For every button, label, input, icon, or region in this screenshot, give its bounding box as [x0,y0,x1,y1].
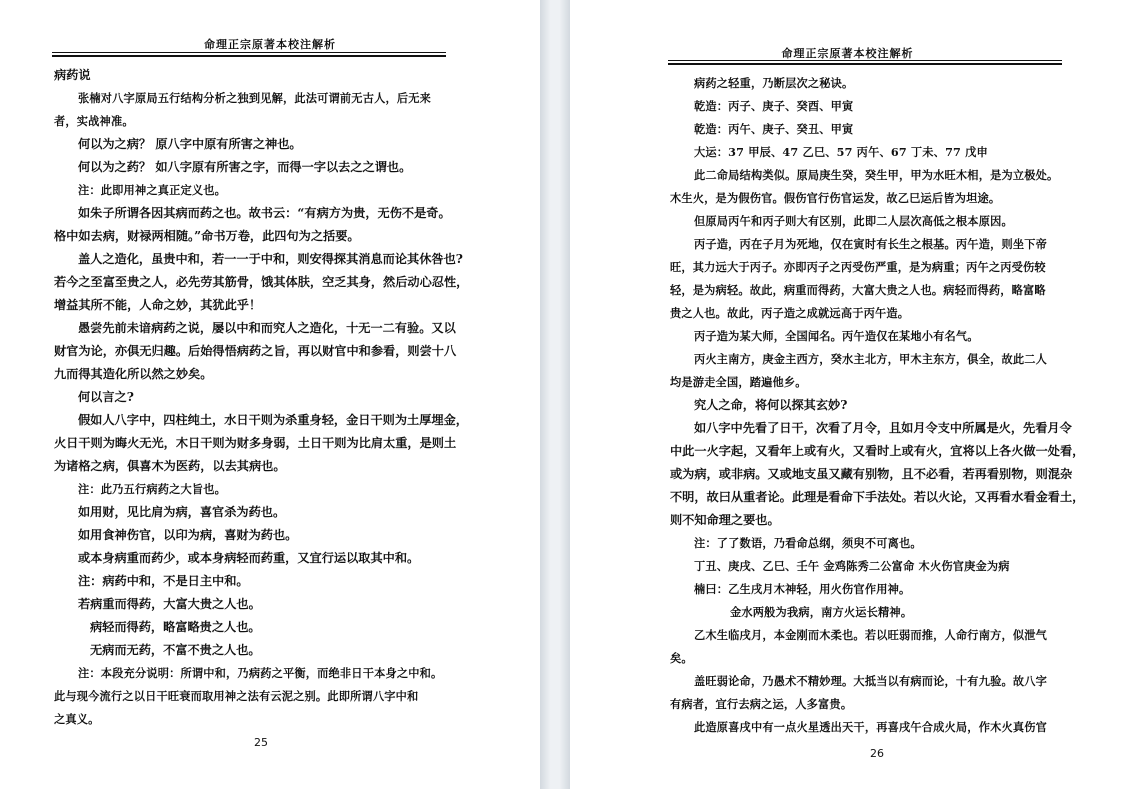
header-rule-thick [668,63,1062,65]
text-line: 病药之轻重，乃断层次之秘诀。 [694,76,854,90]
text-line: 何以为之药？ 如八字原有所害之字，而得一字以去之之谓也。 [78,160,412,174]
text-line: 乾造：丙子、庚子、癸酉、甲寅 [694,99,854,113]
text-line: 张楠对八字原局五行结构分析之独到见解，此法可谓前无古人，后无来 [78,91,432,105]
text-line: 楠曰：乙生戌月木神轻，用火伤官作用神。 [694,582,911,596]
text-line: 丁丑、庚戌、乙巳、壬午 金鸡陈秀二公富命 木火伤官庚金为病 [694,559,1010,573]
left-page-text [54,64,468,731]
text-line: 者，实战神准。 [54,114,134,128]
text-line: 增益其所不能，人命之妙，其犹此乎！ [54,298,262,312]
text-line: 乙木生临戌月，本金刚而木柔也。若以旺弱而推，人命行南方，似泄气 [694,628,1048,642]
page-number: 26 [870,747,884,760]
text-line: 则不知命理之要也。 [670,513,780,527]
text-line: 病轻而得药，略富略贵之人也。 [90,620,261,634]
text-line: 何以为之病？ 原八字中原有所害之神也。 [78,137,302,151]
text-line: 九而得其造化所以然之妙矣。 [54,367,213,381]
text-line: 若今之至富至贵之人，必先劳其筋骨，饿其体肤，空乏其身，然后动心忍性， [54,275,469,289]
text-line: 为诸格之病，俱喜木为医药，以去其病也。 [54,459,286,473]
text-line: 注：此即用神之真正定义也。 [78,183,227,197]
right-page [570,0,1125,789]
text-line: 愚尝先前未谙病药之说，屡以中和而究人之造化，十无一二有验。又以 [78,321,456,335]
text-line: 究人之命，将何以探其玄妙? [694,398,848,412]
text-line: 病药说 [54,68,91,82]
text-line: 如朱子所谓各因其病而药之也。故书云：“有病方为贵，无伤不是奇。 [78,206,451,220]
text-line: 丙火主南方，庚金主西方，癸水主北方，甲木主东方，俱全，故此二人 [694,352,1048,366]
text-line: 大运：37 甲辰、47 乙巳、57 丙午、67 丁未、77 戊申 [694,145,988,159]
page-header: 命理正宗原著本校注解析 [781,47,914,60]
text-line: 此二命局结构类似。原局庚生癸，癸生甲，甲为水旺木相，是为立极处。 [694,168,1059,182]
text-line: 盖旺弱论命，乃愚术不精妙理。大抵当以有病而论，十有九验。故八字 [694,674,1048,688]
text-line: 如八字中先看了日干，次看了月令，且如月令支中所属是火，先看月令 [694,421,1072,435]
text-line: 木生火，是为假伤官。假伤官行伤官运发，故乙巳运后皆为坦途。 [670,191,1001,205]
header-rule-thin [52,52,446,53]
text-line: 何以言之? [78,390,134,404]
header-rule-thin [668,60,1062,61]
text-line: 均是游走全国，踏遍他乡。 [670,375,807,389]
text-line: 金水两般为我病，南方火运长精神。 [730,605,913,619]
text-line: 之真义。 [54,712,100,726]
text-line: 格中如去病，财禄两相随。”命书万卷，此四句为之括要。 [54,229,360,243]
text-line: 如用财，见比肩为病，喜官杀为药也。 [78,505,286,519]
text-line: 无病而无药，不富不贵之人也。 [90,643,261,657]
page-gutter [540,0,570,789]
left-page [0,0,540,789]
page-header: 命理正宗原著本校注解析 [204,38,336,51]
text-line: 矣。 [670,651,693,665]
text-line: 不明，故曰从重者论。此理是看命下手法处。若以火论，又再看水看金看土， [670,490,1085,504]
text-line: 但原局丙午和丙子则大有区别，此即二人层次高低之根本原因。 [694,214,1013,228]
text-line: 或本身病重而药少，或本身病轻而药重，又宜行运以取其中和。 [78,551,420,565]
text-line: 中此一火字起，又看年上或有火，又看时上或有火，宜将以上各火做一处看， [670,444,1085,458]
text-line: 如用食神伤官，以印为病，喜财为药也。 [78,528,298,542]
text-line: 若病重而得药，大富大贵之人也。 [78,597,261,611]
text-line: 有病者，宜行去病之运，人多富贵。 [670,697,853,711]
text-line: 轻，是为病轻。故此，病重而得药，大富大贵之人也。病轻而得药，略富略 [670,283,1046,297]
text-line: 旺，其力远大于丙子。亦即丙子之丙受伤严重，是为病重；丙午之丙受伤较 [670,260,1046,274]
text-line: 丙子造为某大师，全国闻名。丙午造仅在某地小有名气。 [694,329,979,343]
text-line: 假如人八字中，四柱纯土，水日干则为杀重身轻，金日干则为土厚埋金， [78,413,468,427]
text-line: 丙子造，丙在子月为死地，仅在寅时有长生之根基。丙午造，则坐下帝 [694,237,1048,251]
text-line: 盖人之造化，虽贵中和，若一一于中和，则安得探其消息而论其休咎也? [78,252,463,266]
text-line: 注：病药中和，不是日主中和。 [78,574,249,588]
text-line: 贵之人也。故此，丙子造之成就远高于丙午造。 [670,306,910,320]
text-line: 此与现今流行之以日干旺衰而取用神之法有云泥之别。此即所谓八字中和 [54,689,419,703]
page-number: 25 [254,736,268,749]
text-line: 或为病，或非病。又或地支虽又藏有别物，且不必看，若再看别物，则混杂 [670,467,1073,481]
text-line: 财官为论，亦俱无归趣。后始得悟病药之旨，再以财官中和参看，则尝十八 [54,344,457,358]
text-line: 乾造：丙午、庚子、癸丑、甲寅 [694,122,854,136]
text-line: 此造原喜戌中有一点火星透出天干，再喜戌午合成火局，作木火真伤官 [694,720,1048,734]
text-line: 火日干则为晦火无光，木日干则为财多身弱，土日干则为比肩太重，是则土 [54,436,457,450]
right-page-text [670,72,1084,739]
header-rule-thick [52,55,446,57]
text-line: 注：本段充分说明：所谓中和，乃病药之平衡，而绝非日干本身之中和。 [78,666,443,680]
text-line: 注：了了数语，乃看命总纲，须臾不可离也。 [694,536,922,550]
text-line: 注：此乃五行病药之大旨也。 [78,482,227,496]
